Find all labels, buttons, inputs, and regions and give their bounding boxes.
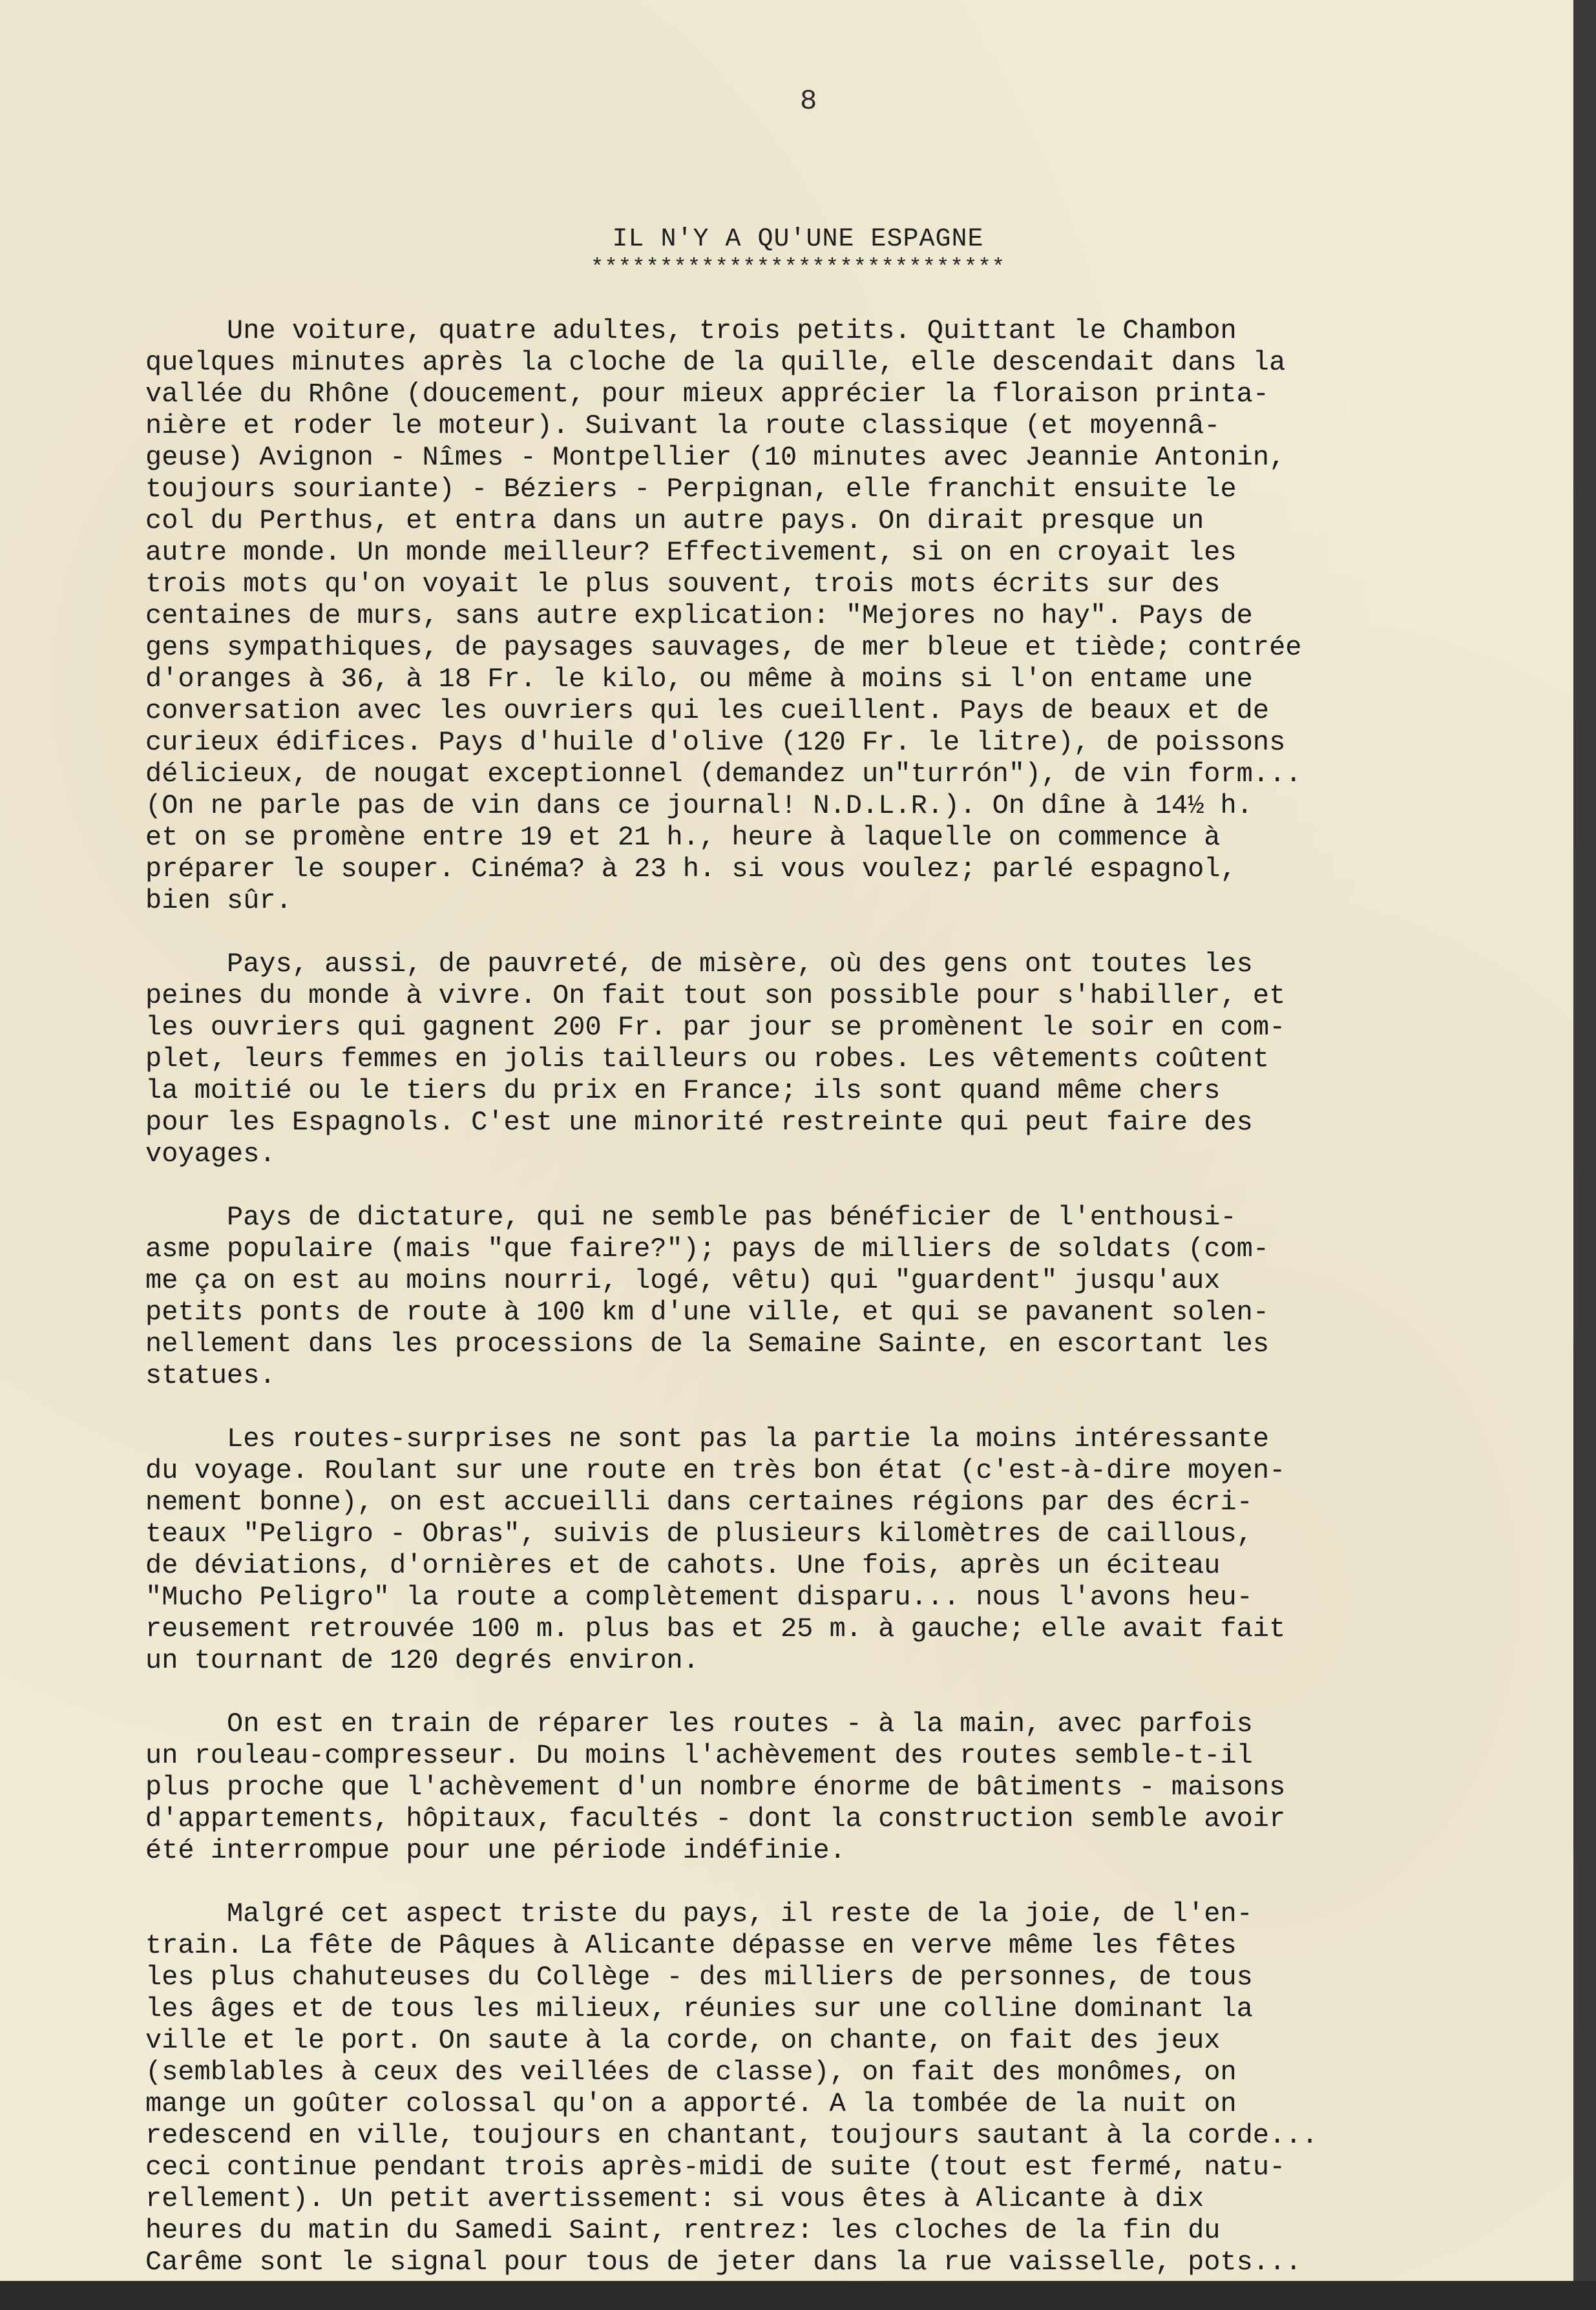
text-line: et on se promène entre 19 et 21 h., heure à laquelle on commence à bbox=[145, 822, 1221, 853]
text-line: On est en train de réparer les routes - à la main, avec parfois bbox=[145, 1708, 1253, 1739]
text-line: petits ponts de route à 100 km d'une ville, et qui se pavanent solen- bbox=[145, 1297, 1270, 1328]
paragraph bbox=[145, 1423, 1509, 1677]
text-line: Les routes-surprises ne sont pas la partie la moins intéressante bbox=[145, 1423, 1270, 1454]
text-line: asme populaire (mais "que faire?"); pays de milliers de soldats (com- bbox=[145, 1234, 1270, 1265]
text-line: vallée du Rhône (doucement, pour mieux apprécier la floraison printa- bbox=[145, 379, 1270, 410]
paragraph bbox=[145, 1202, 1509, 1392]
text-line: Une voiture, quatre adultes, trois petits. Quittant le Chambon bbox=[145, 315, 1237, 346]
text-line: ceci continue pendant trois après-midi de suite (tout est fermé, natu- bbox=[145, 2152, 1286, 2183]
text-line: Carême sont le signal pour tous de jeter dans la rue vaisselle, pots... bbox=[145, 2247, 1302, 2278]
text-line: trois mots qu'on voyait le plus souvent, trois mots écrits sur des bbox=[145, 569, 1221, 600]
text-line: Pays, aussi, de pauvreté, de misère, où des gens ont toutes les bbox=[145, 949, 1253, 980]
text-line: bien sûr. bbox=[145, 885, 292, 916]
text-line: un tournant de 120 degrés environ. bbox=[145, 1645, 699, 1676]
text-line: nement bonne), on est accueilli dans certaines régions par des écri- bbox=[145, 1487, 1253, 1518]
text-line: statues. bbox=[145, 1360, 276, 1391]
text-line: reusement retrouvée 100 m. plus bas et 25 m. à gauche; elle avait fait bbox=[145, 1613, 1286, 1644]
text-line: redescend en ville, toujours en chantant, toujours sautant à la corde... bbox=[145, 2120, 1318, 2151]
text-line: nellement dans les processions de la Semaine Sainte, en escortant les bbox=[145, 1328, 1270, 1360]
text-line: un rouleau-compresseur. Du moins l'achèvement des routes semble-t-il bbox=[145, 1740, 1253, 1771]
text-line: teaux "Peligro - Obras", suivis de plusieurs kilomètres de caillous, bbox=[145, 1518, 1253, 1549]
text-line: (semblables à ceux des veillées de classe), on fait des monômes, on bbox=[145, 2057, 1237, 2088]
text-line: heures du matin du Samedi Saint, rentrez: les cloches de la fin du bbox=[145, 2215, 1221, 2246]
title-underline: ****************************** bbox=[590, 256, 1006, 280]
text-line: curieux édifices. Pays d'huile d'olive (120 Fr. le litre), de poissons bbox=[145, 727, 1286, 758]
text-line: les âges et de tous les milieux, réunies sur une colline dominant la bbox=[145, 1993, 1253, 2024]
text-line: nière et roder le moteur). Suivant la route classique (et moyennâ- bbox=[145, 410, 1221, 441]
text-line: les ouvriers qui gagnent 200 Fr. par jour se promènent le soir en com- bbox=[145, 1012, 1286, 1043]
text-line: pour les Espagnols. C'est une minorité restreinte qui peut faire des bbox=[145, 1107, 1253, 1138]
text-line: ville et le port. On saute à la corde, on chante, on fait des jeux bbox=[145, 2025, 1221, 2056]
text-line: conversation avec les ouvriers qui les cueillent. Pays de beaux et de bbox=[145, 695, 1270, 726]
text-line: quelques minutes après la cloche de la quille, elle descendait dans la bbox=[145, 347, 1286, 378]
text-line: gens sympathiques, de paysages sauvages, de mer bleue et tiède; contrée bbox=[145, 632, 1302, 663]
text-line: d'appartements, hôpitaux, facultés - dont la construction semble avoir bbox=[145, 1803, 1286, 1834]
text-line: voyages. bbox=[145, 1139, 276, 1170]
text-line: les plus chahuteuses du Collège - des milliers de personnes, de tous bbox=[145, 1962, 1253, 1993]
text-line: plet, leurs femmes en jolis tailleurs ou robes. Les vêtements coûtent bbox=[145, 1044, 1270, 1075]
text-line: col du Perthus, et entra dans un autre pays. On dirait presque un bbox=[145, 505, 1204, 536]
text-line: centaines de murs, sans autre explication: "Mejores no hay". Pays de bbox=[145, 600, 1253, 631]
text-line: Malgré cet aspect triste du pays, il reste de la joie, de l'en- bbox=[145, 1898, 1253, 1929]
text-line: plus proche que l'achèvement d'un nombre énorme de bâtiments - maisons bbox=[145, 1772, 1286, 1803]
text-line: délicieux, de nougat exceptionnel (demandez un"turrón"), de vin form... bbox=[145, 759, 1302, 790]
text-line: peines du monde à vivre. On fait tout son possible pour s'habiller, et bbox=[145, 980, 1286, 1011]
text-line: Pays de dictature, qui ne semble pas bénéficier de l'enthousi- bbox=[145, 1202, 1237, 1233]
text-line: (On ne parle pas de vin dans ce journal! N.D.L.R.). On dîne à 14½ h. bbox=[145, 790, 1253, 821]
paragraph bbox=[145, 949, 1509, 1170]
text-line: de déviations, d'ornières et de cahots. Une fois, après un éciteau bbox=[145, 1550, 1221, 1581]
scan-edge bbox=[1573, 0, 1596, 2281]
paragraph bbox=[145, 1898, 1509, 2278]
text-line: "Mucho Peligro" la route a complètement disparu... nous l'avons heu- bbox=[145, 1582, 1253, 1613]
article-title: IL N'Y A QU'UNE ESPAGNE bbox=[612, 225, 984, 254]
paragraph bbox=[145, 315, 1509, 917]
paragraph bbox=[145, 1708, 1509, 1867]
text-line: toujours souriante) - Béziers - Perpignan, elle franchit ensuite le bbox=[145, 474, 1237, 505]
text-line: préparer le souper. Cinéma? à 23 h. si vous voulez; parlé espagnol, bbox=[145, 854, 1237, 885]
text-line: du voyage. Roulant sur une route en très bon état (c'est-à-dire moyen- bbox=[145, 1455, 1286, 1486]
article-body bbox=[145, 315, 1509, 2310]
text-line: autre monde. Un monde meilleur? Effectivement, si on en croyait les bbox=[145, 537, 1237, 568]
page-number: 8 bbox=[800, 85, 817, 118]
text-line: la moitié ou le tiers du prix en France; ils sont quand même chers bbox=[145, 1075, 1221, 1106]
text-line: été interrompue pour une période indéfinie. bbox=[145, 1835, 846, 1866]
text-line: geuse) Avignon - Nîmes - Montpellier (10 minutes avec Jeannie Antonin, bbox=[145, 442, 1286, 473]
text-line: train. La fête de Pâques à Alicante dépasse en verve même les fêtes bbox=[145, 1930, 1237, 1961]
text-line: mange un goûter colossal qu'on a apporté. A la tombée de la nuit on bbox=[145, 2088, 1237, 2119]
text-line: me ça on est au moins nourri, logé, vêtu) qui "guardent" jusqu'aux bbox=[145, 1265, 1221, 1296]
text-line: rellement). Un petit avertissement: si vous êtes à Alicante à dix bbox=[145, 2183, 1204, 2214]
text-line: d'oranges à 36, à 18 Fr. le kilo, ou même à moins si l'on entame une bbox=[145, 664, 1253, 695]
